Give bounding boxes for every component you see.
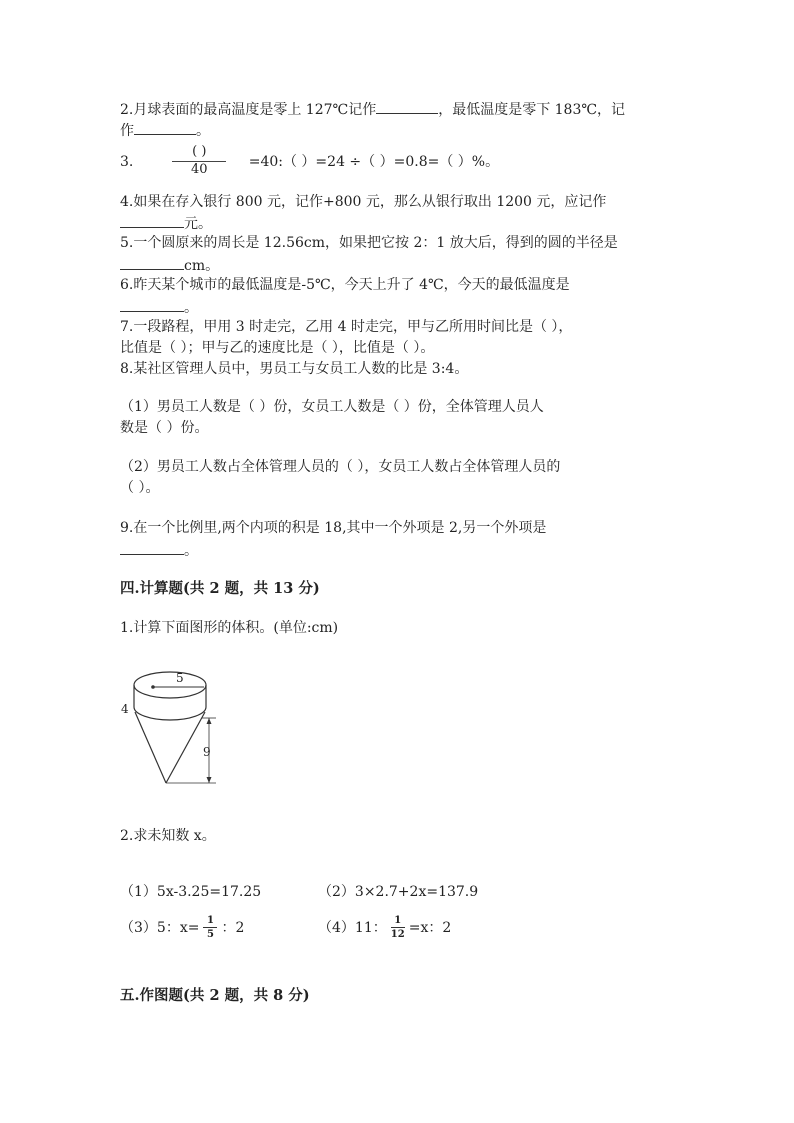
q3-rest: =40:（ ）=24 ÷（ ）=0.8=（ ）%。 xyxy=(248,154,500,170)
q9-line1: 9.在一个比例里,两个内项的积是 18,其中一个外项是 2,另一个外项是 xyxy=(120,520,547,536)
q9-answer-blank[interactable] xyxy=(120,540,184,555)
q7-line1: 7.一段路程，甲用 3 时走完，乙用 4 时走完，甲与乙所用时间比是（ ）， xyxy=(120,319,573,335)
cone-height-label-visible: 9 xyxy=(203,745,211,759)
section4-q1: 1.计算下面图形的体积。(单位:cm) xyxy=(120,620,339,636)
q8-part1-line2: 数是（ ）份。 xyxy=(120,420,209,436)
q3-label: 3. xyxy=(120,154,134,170)
section4-heading: 四.计算题(共 2 题，共 13 分) xyxy=(120,580,320,597)
equation-4-left: （4）11： xyxy=(318,920,387,936)
q5-line2 xyxy=(120,255,219,275)
equation-3 xyxy=(120,915,244,941)
q5-line1: 5.一个圆原来的周长是 12.56cm，如果把它按 2：1 放大后，得到的圆的半径是 xyxy=(120,235,618,251)
q2-line1 xyxy=(120,99,625,119)
equation-3-right: ：2 xyxy=(221,920,245,936)
cylinder-bottom-arc xyxy=(134,707,206,720)
cylinder-height-label: 4 xyxy=(121,702,129,716)
cylinder-cone-figure xyxy=(118,666,228,796)
q4-line1: 4.如果在存入银行 800 元，记作+800 元，那么从银行取出 1200 元，应记作 xyxy=(120,194,607,210)
radius-label: 5 xyxy=(176,671,184,685)
q3-line xyxy=(120,145,499,179)
equation-3-numerator: 1 xyxy=(206,915,214,926)
dimension-arrow-top xyxy=(207,718,212,724)
q5-unit: cm。 xyxy=(184,258,220,274)
equation-4-right: =x：2 xyxy=(408,920,452,936)
q2-text-b: ，最低温度是零下 183℃，记 xyxy=(438,102,626,118)
q2-answer-blank-2[interactable] xyxy=(134,120,196,135)
cone-left-edge xyxy=(135,712,166,783)
equation-3-left: （3）5：x= xyxy=(120,920,200,936)
equation-4-numerator: 1 xyxy=(394,915,402,926)
q7-line2: 比值是（ ）；甲与乙的速度比是（ ），比值是（ ）。 xyxy=(120,340,435,356)
q6-answer-blank[interactable] xyxy=(120,297,184,312)
equation-1: （1）5x-3.25=17.25 xyxy=(120,884,262,900)
cone-right-edge xyxy=(166,712,205,783)
q2-answer-blank-1[interactable] xyxy=(376,99,438,114)
q9-line2 xyxy=(120,540,198,560)
q4-line2 xyxy=(120,213,212,233)
q3-fraction xyxy=(172,145,226,179)
q2-text-c: 作 xyxy=(120,123,134,139)
q3-fraction-denominator: 40 xyxy=(190,162,208,177)
fraction-bar xyxy=(391,927,405,928)
q2-text-a: 2.月球表面的最高温度是零上 127℃记作 xyxy=(120,102,377,118)
fraction-bar xyxy=(203,927,217,928)
q8-stem: 8.某社区管理人员中，男员工与女员工人数的比是 3:4。 xyxy=(120,361,469,377)
q2-text-d: 。 xyxy=(196,123,210,139)
q8-part2-line1: （2）男员工人数占全体管理人员的（ ），女员工人数占全体管理人员的 xyxy=(120,459,561,475)
equation-3-denominator: 5 xyxy=(206,929,214,940)
q2-line2 xyxy=(120,120,210,140)
q4-unit: 元。 xyxy=(184,216,212,232)
q5-answer-blank[interactable] xyxy=(120,255,184,270)
q6-line2 xyxy=(120,297,198,317)
q8-part1-line1: （1）男员工人数是（ ）份，女员工人数是（ ）份，全体管理人员人 xyxy=(120,399,544,415)
cylinder-top-ellipse xyxy=(134,672,206,698)
equation-4-denominator: 12 xyxy=(390,929,405,940)
section4-q2: 2.求未知数 x。 xyxy=(120,828,216,844)
equation-4 xyxy=(318,915,451,941)
equation-3-fraction xyxy=(202,915,218,941)
q8-part2-line2: （ ）。 xyxy=(120,480,160,496)
q4-answer-blank[interactable] xyxy=(120,213,184,228)
q6-end: 。 xyxy=(184,300,198,316)
equation-2: （2）3×2.7+2x=137.9 xyxy=(318,884,479,900)
q3-fraction-numerator[interactable]: ( ) xyxy=(192,144,207,159)
dimension-arrow-bottom xyxy=(207,777,212,783)
section5-heading: 五.作图题(共 2 题，共 8 分) xyxy=(120,987,310,1004)
q9-end: 。 xyxy=(184,543,198,559)
q6-line1: 6.昨天某个城市的最低温度是-5℃，今天上升了 4℃，今天的最低温度是 xyxy=(120,277,570,293)
equation-4-fraction xyxy=(390,915,406,941)
